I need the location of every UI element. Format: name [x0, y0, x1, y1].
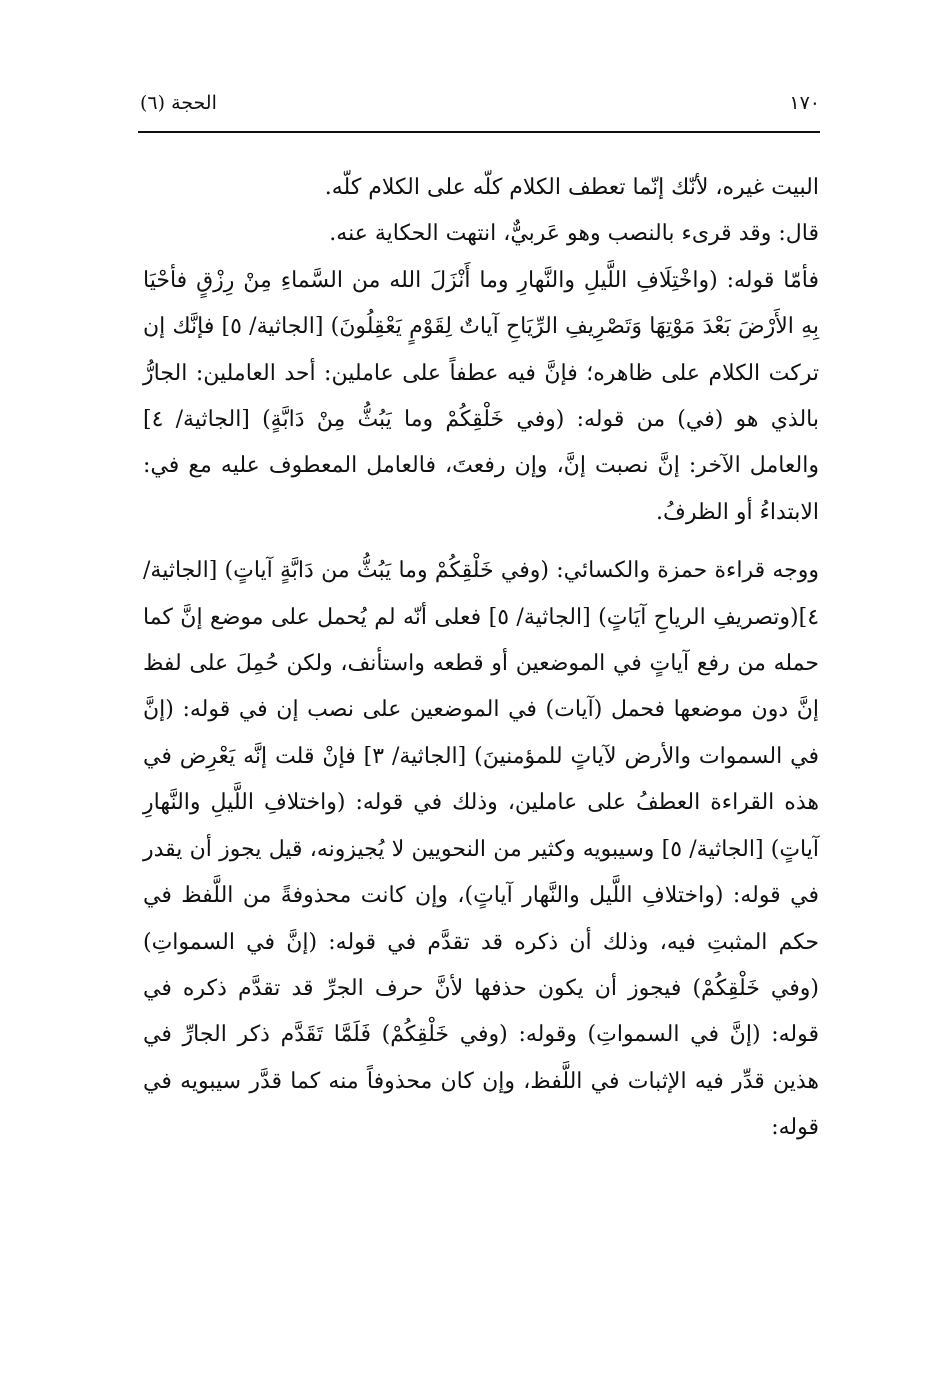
running-header	[140, 88, 820, 118]
paragraph: قال: وقد قرىء بالنصب وهو عَربيٌّ، انتهت الحكاية عنه.	[329, 221, 819, 247]
header-divider	[138, 131, 820, 133]
body-text	[143, 165, 819, 1152]
paragraph: البيت غيره، لأنّك إنّما تعطف الكلام كلّه على الكلام كلّه.	[324, 175, 819, 200]
page-number: ١٧٠	[789, 92, 820, 114]
book-title: الحجة (٦)	[140, 92, 217, 114]
paragraph: ووجه قراءة حمزة والكسائي: (وفي خَلْقِكُمْ وما يَبُثُّ من دَابَّةٍ آياتٍ) [الجاثية/ ٤](وتصريفِ الرياحِ آيَاتٍ) [الجاثية/ ٥] فعلى أنّه لم يُحمل على موضع إنَّ كما حمله من رفع آياتٍ في الموضعين أو قطعه واستأنف، ولكن حُمِلَ على لفظ إنَّ دون موضعها فحمل (آيات) في الموضعين على نصب إن في قوله: (إنَّ في السموات والأرض لآياتٍ للمؤمنينَ) [الجاثية/ ٣] فإنْ قلت إنَّه يَعْرِض في هذه القراءة العطفُ على عاملين، وذلك في قوله: (واختلافِ اللَّيلِ والنَّهارِ آياتٍ) [الجاثية/ ٥] وسيبويه وكثير من النحويين لا يُجيزونه، قيل يجوز أن يقدر في قوله: (واختلافِ اللَّيل والنَّهار آياتٍ)، وإن كانت محذوفةً من اللَّفظ في حكم المثبتِ فيه، وذلك أن ذكره قد تقدَّم في قوله: (إنَّ في السمواتِ) (وفي خَلْقِكُمْ) فيجوز أن يكون حذفها لأنَّ حرف الجرِّ قد تقدَّم ذكره في قوله: (إنَّ في السمواتِ) وقوله: (وفي خَلْقِكُمْ) فَلَمَّا تَقَدَّم ذكر الجارِّ في هذين قدِّر فيه الإثبات في اللَّفظ، وإن كان محذوفاً منه كما قدَّر سيبويه في قوله:	[143, 558, 820, 1141]
paragraph: فأمّا قوله: (واخْتِلَافِ اللَّيلِ والنَّهارِ وما أَنْزَلَ الله من السَّماءِ مِنْ رِزْقٍ فأحْيَا بِهِ الأَرْضَ بَعْدَ مَوْتِهَا وَتَصْرِيفِ الرِّيَاحِ آياتٌ لِقَوْمٍ يَعْقِلُونَ) [الجاثية/ ٥] فإنَّك إن تركت الكلام على ظاهره؛ فإنَّ فيه عطفاً على عاملين: أحد العاملين: الجارُّ بالذي هو (في) من قوله: (وفي خَلْقِكُمْ وما يَبُثُّ مِنْ دَابَّةٍ) [الجاثية/ ٤] والعامل الآخر: إنَّ نصبت إنَّ، وإن رفعتَ، فالعامل المعطوف عليه مع في: الابتداءُ أو الظرفُ.	[143, 267, 819, 525]
